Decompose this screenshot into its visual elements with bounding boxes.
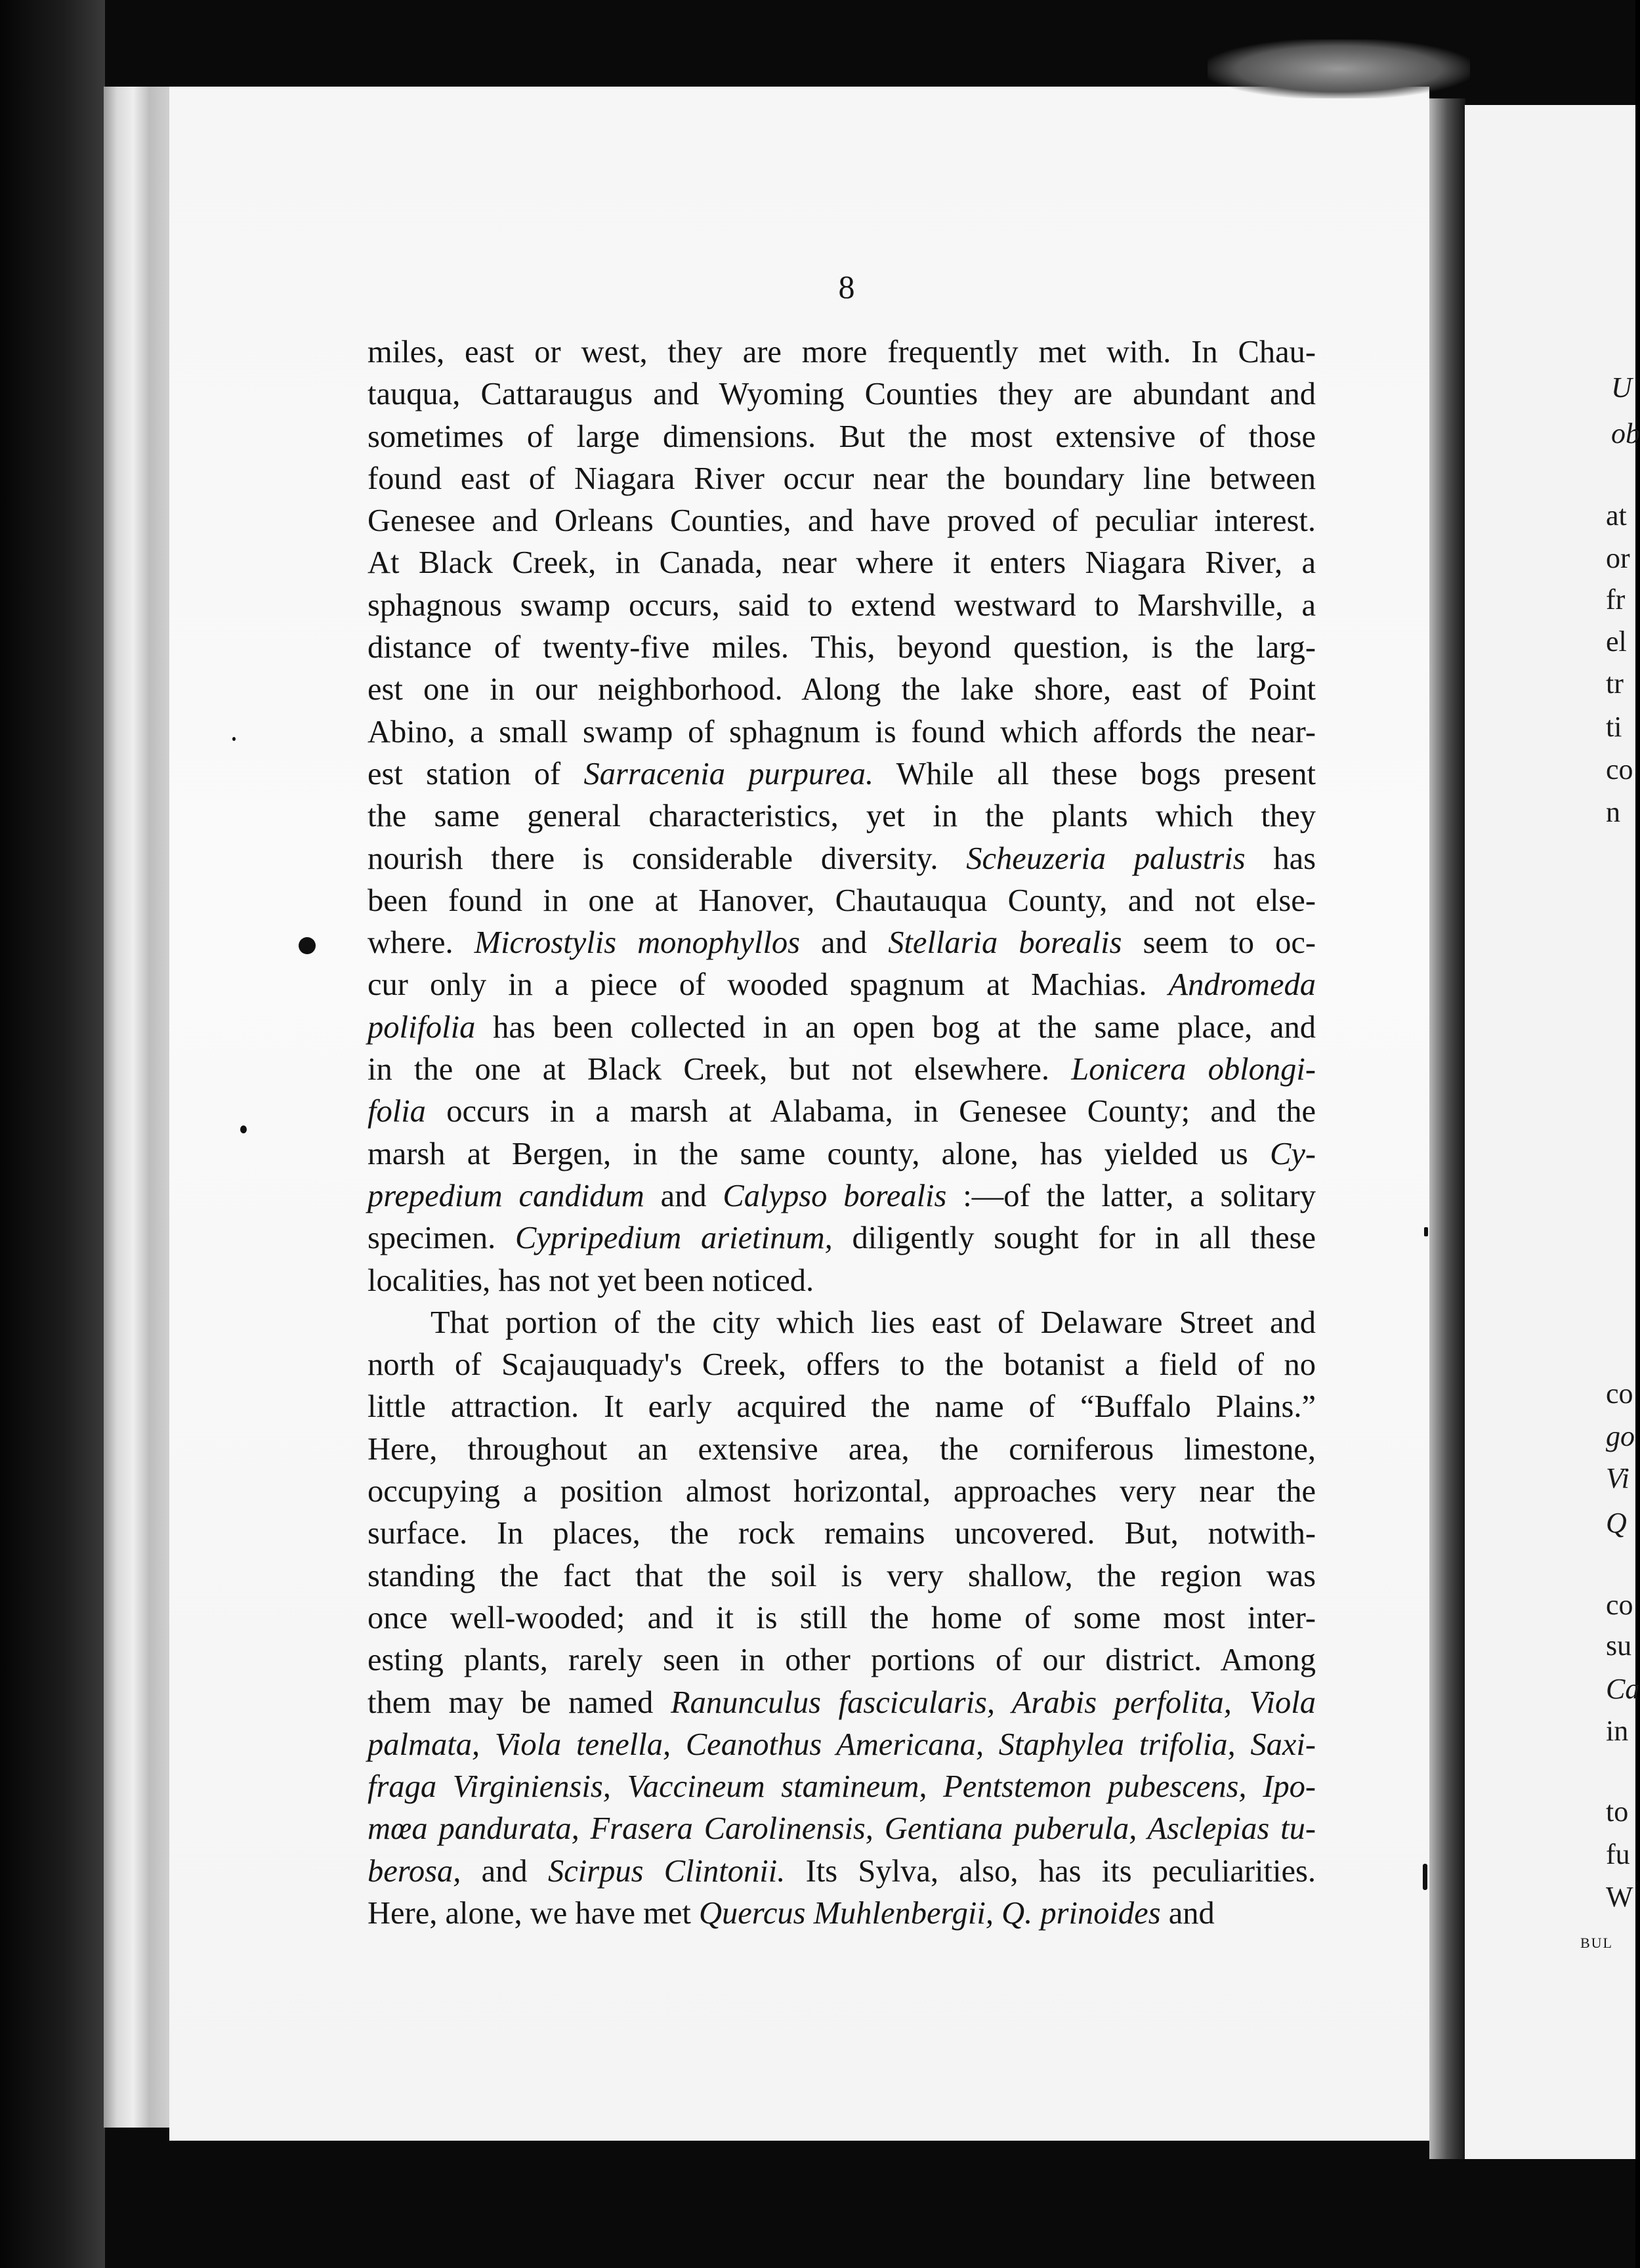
paragraph-2 — [368, 1302, 1316, 1935]
text-run: est one in our neighborhood. Along the lake shore, east of Point — [368, 672, 1316, 707]
text-line — [368, 1133, 1316, 1175]
text-run: has — [1245, 841, 1316, 876]
italic-botanical-name: folia — [368, 1094, 426, 1129]
right-page-fragment: go — [1606, 1420, 1635, 1452]
text-run: found east of Niagara River occur near the boundary line between — [368, 461, 1316, 496]
right-page-fragment: Vi — [1606, 1462, 1629, 1494]
top-shadow — [1208, 39, 1470, 98]
text-line — [368, 627, 1316, 669]
right-page-fragment: co — [1606, 753, 1633, 786]
text-run: At Black Creek, in Canada, near where it enters Niagara River, a — [368, 545, 1316, 581]
text-run: sphagnous swamp occurs, said to extend westward to Marshville, a — [368, 587, 1316, 623]
text-run: the same general characteristics, yet in the plants which they — [368, 799, 1316, 834]
text-run: Here, alone, we have met — [368, 1895, 699, 1931]
right-page-fragment: n — [1606, 796, 1620, 828]
text-run: specimen. — [368, 1221, 516, 1256]
text-line — [368, 711, 1316, 753]
text-run: Its Sylva, also, has its peculiarities. — [785, 1853, 1316, 1889]
text-run: While all these bogs present — [873, 756, 1316, 791]
text-run: cur only in a piece of wooded spagnum at Machias. — [368, 967, 1169, 1003]
italic-botanical-name: Cy- — [1269, 1136, 1316, 1171]
text-line — [368, 331, 1316, 373]
italic-botanical-name: Lonicera oblongi- — [1071, 1052, 1316, 1087]
ink-speck — [232, 737, 236, 741]
text-run: :—of the latter, a solitary — [946, 1178, 1316, 1213]
text-line — [368, 669, 1316, 711]
text-line — [368, 922, 1316, 964]
text-line — [368, 964, 1316, 1006]
right-page-fragment: BUL — [1580, 1935, 1613, 1951]
text-run: sometimes of large dimensions. But the most extensive of those — [368, 419, 1316, 454]
left-binding-shadow — [0, 0, 105, 2268]
text-line — [368, 1555, 1316, 1597]
text-line — [368, 500, 1316, 542]
ink-speck — [1424, 1227, 1428, 1236]
text-run: localities, has not yet been noticed. — [368, 1263, 814, 1298]
text-line — [368, 1007, 1316, 1049]
right-page-fragment: W — [1606, 1881, 1633, 1913]
text-line — [368, 1260, 1316, 1302]
italic-botanical-name: Scheuzeria palustris — [966, 841, 1246, 876]
text-line — [368, 1766, 1316, 1808]
text-line — [368, 1302, 1316, 1344]
text-run: tauqua, Cattaraugus and Wyoming Counties they are abundant and — [368, 377, 1316, 412]
text-run: standing the fact that the soil is very shallow, the region was — [368, 1558, 1316, 1593]
italic-botanical-name: Stellaria borealis — [888, 925, 1122, 961]
text-line — [368, 458, 1316, 500]
text-run: est station of — [368, 756, 584, 791]
text-line — [368, 1808, 1316, 1850]
text-line — [368, 373, 1316, 415]
text-run: miles, east or west, they are more frequently met with. In Chau- — [368, 335, 1316, 369]
italic-botanical-name: mœa pandurata, Frasera Carolinensis, Gentiana puberula, Asclepias tu- — [368, 1811, 1316, 1847]
ink-speck — [240, 1125, 247, 1133]
italic-botanical-name: Cypripedium arietinum, — [515, 1221, 833, 1256]
text-line — [368, 1471, 1316, 1513]
italic-botanical-name: palmata, Viola tenella, Ceanothus Americana, Staphylea trifolia, Saxi- — [368, 1727, 1316, 1762]
text-run: them may be named — [368, 1685, 671, 1720]
page-number: 8 — [838, 268, 855, 305]
text-run: nourish there is considerable diversity. — [368, 841, 967, 876]
text-run: occupying a position almost horizontal, approaches very near the — [368, 1474, 1316, 1509]
text-run: occurs in a marsh at Alabama, in Genesee County; and the — [425, 1094, 1316, 1129]
text-run: seem to oc- — [1122, 925, 1316, 961]
text-run: north of Scajauquady's Creek, offers to the botanist a field of no — [368, 1347, 1316, 1383]
text-run: has been collected in an open bog at the same place, and — [475, 1009, 1316, 1045]
body-text — [368, 331, 1316, 1935]
text-run: Abino, a small swamp of sphagnum is found which affords the near- — [368, 714, 1316, 749]
right-page-fragment: fr — [1606, 583, 1626, 616]
text-run: distance of twenty-five miles. This, beyond question, is the larg- — [368, 630, 1316, 665]
right-page-fragment: ti — [1606, 711, 1622, 743]
text-line — [368, 838, 1316, 880]
book-gutter — [1429, 98, 1465, 2159]
italic-botanical-name: Andromeda — [1168, 967, 1316, 1003]
text-run: That portion of the city which lies east of Delaware Street and — [431, 1305, 1316, 1340]
italic-botanical-name: polifolia — [368, 1009, 476, 1045]
paragraph-1 — [368, 331, 1316, 1302]
text-line — [368, 1386, 1316, 1428]
text-line — [368, 1344, 1316, 1386]
text-run: in the one at Black Creek, but not elsewhere. — [368, 1052, 1072, 1087]
text-line — [368, 1682, 1316, 1724]
text-run: once well-wooded; and it is still the home of some most inter- — [368, 1600, 1316, 1635]
italic-botanical-name: Scirpus Clintonii. — [547, 1853, 786, 1889]
right-page-fragment: in — [1606, 1715, 1629, 1747]
text-line — [368, 416, 1316, 458]
right-page-fragment: su — [1606, 1629, 1632, 1662]
right-page-fragment: at — [1606, 499, 1627, 532]
right-page-fragment: co — [1606, 1589, 1633, 1621]
right-page-fragment: fu — [1606, 1838, 1630, 1870]
text-line — [368, 1597, 1316, 1639]
text-run: and — [461, 1853, 548, 1889]
italic-botanical-name: Sarracenia purpurea. — [583, 756, 874, 791]
italic-botanical-name: berosa, — [368, 1853, 461, 1889]
text-run: and — [644, 1178, 723, 1213]
text-line — [368, 1893, 1316, 1935]
text-line — [368, 542, 1316, 584]
italic-botanical-name: prepedium candidum — [368, 1178, 644, 1213]
text-line — [368, 1049, 1316, 1091]
text-line — [368, 795, 1316, 837]
italic-botanical-name: Quercus Muhlenbergii, Q. prinoides — [698, 1895, 1161, 1931]
italic-botanical-name: Calypso borealis — [723, 1178, 947, 1213]
right-page-fragment: el — [1606, 625, 1627, 658]
text-line — [368, 1217, 1316, 1259]
text-line — [368, 1175, 1316, 1217]
right-page-fragment: Q — [1606, 1507, 1627, 1539]
right-page-fragment: Ca — [1606, 1673, 1640, 1705]
text-run: and — [800, 925, 889, 961]
text-run: and — [1160, 1895, 1215, 1931]
text-run: where. — [368, 925, 474, 961]
text-run: esting plants, rarely seen in other portions of our district. Among — [368, 1643, 1316, 1678]
page-stack-edge — [104, 87, 169, 2128]
italic-botanical-name: fraga Virginiensis, Vaccineum stamineum, Pentstemon pubescens, Ipo- — [368, 1769, 1316, 1805]
text-run: Genesee and Orleans Counties, and have proved of peculiar interest. — [368, 503, 1316, 539]
text-line — [368, 1851, 1316, 1893]
italic-botanical-name: Ranunculus fascicularis, Arabis perfolita, Viola — [670, 1685, 1316, 1720]
text-run: been found in one at Hanover, Chautauqua County, and not else- — [368, 883, 1316, 918]
text-line — [368, 1639, 1316, 1681]
text-line — [368, 1429, 1316, 1471]
text-run: surface. In places, the rock remains uncovered. But, notwith- — [368, 1516, 1316, 1551]
right-page-fragment: tr — [1606, 667, 1624, 700]
text-line — [368, 585, 1316, 627]
text-run: diligently sought for in all these — [832, 1221, 1316, 1256]
text-line — [368, 1724, 1316, 1766]
ink-speck — [299, 937, 316, 954]
text-run: little attraction. It early acquired the name of “Buffalo Plains.” — [368, 1389, 1316, 1425]
text-run: marsh at Bergen, in the same county, alone, has yielded us — [368, 1136, 1270, 1171]
text-run: Here, throughout an extensive area, the corniferous limestone, — [368, 1431, 1316, 1467]
text-line — [368, 880, 1316, 922]
text-line — [368, 1513, 1316, 1555]
right-page-fragment: ob — [1611, 417, 1640, 450]
ink-speck — [1423, 1864, 1427, 1890]
italic-botanical-name: Microstylis monophyllos — [474, 925, 801, 961]
text-line — [368, 753, 1316, 795]
right-page-fragment: U — [1611, 371, 1632, 404]
right-page-fragment: or — [1606, 542, 1630, 574]
right-page-fragment: co — [1606, 1377, 1633, 1410]
text-line — [368, 1091, 1316, 1133]
right-page-fragment: to — [1606, 1796, 1629, 1828]
